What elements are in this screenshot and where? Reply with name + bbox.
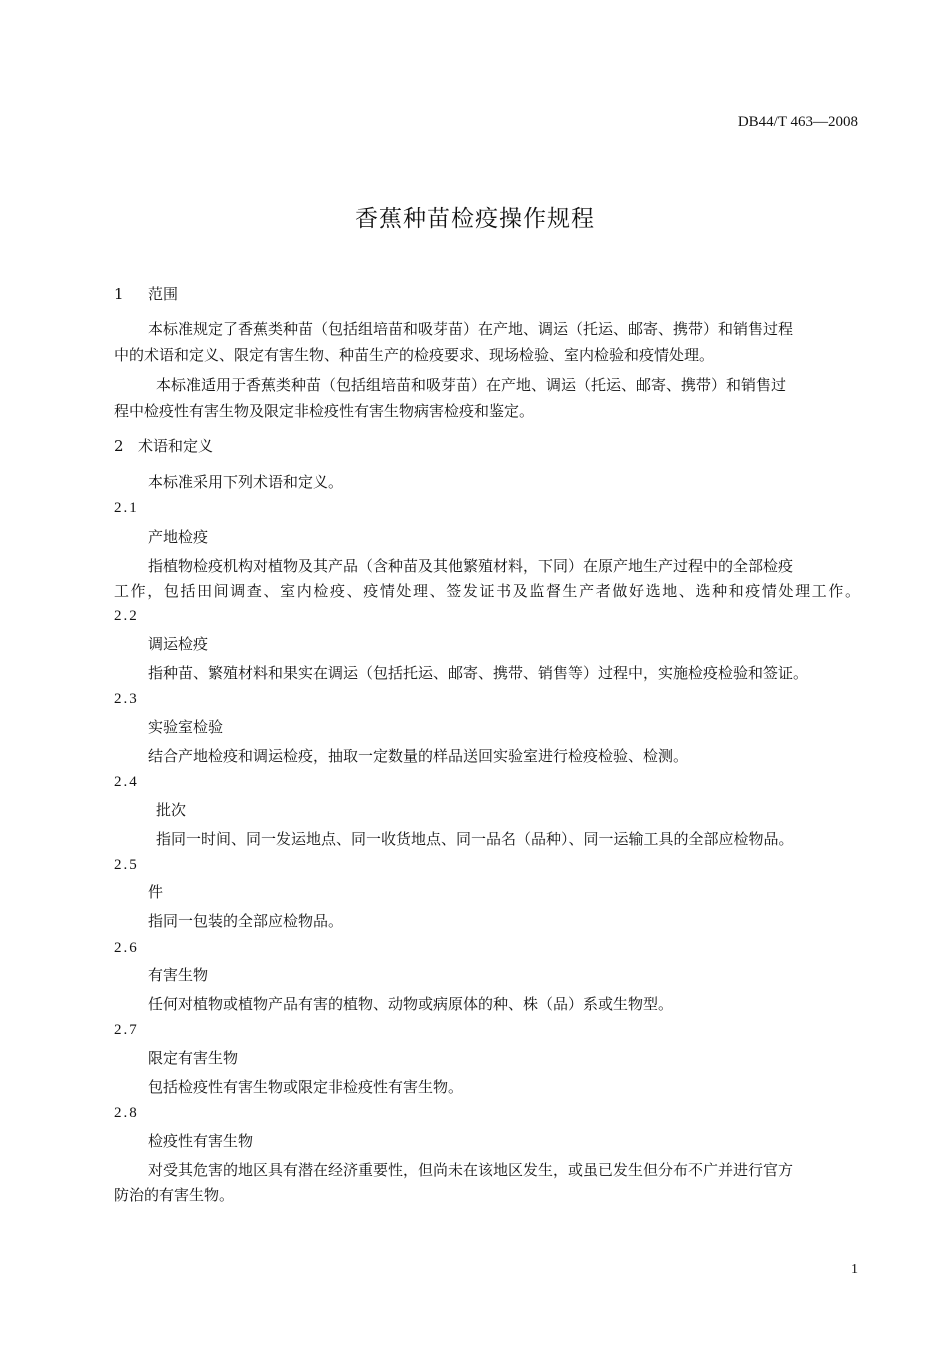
section-title: 术语和定义: [138, 437, 214, 455]
section-number: 2: [114, 437, 124, 455]
paragraph-line: 本标准适用于香蕉类种苗（包括组培苗和吸芽苗）在产地、调运（托运、邮寄、携带）和销售过: [156, 376, 787, 394]
term-definition: 指种苗、繁殖材料和果实在调运（包括托运、邮寄、携带、销售等）过程中，实施检疫检验和签证。: [148, 664, 809, 682]
section-number: 1: [114, 285, 124, 303]
term-name: 限定有害生物: [148, 1049, 239, 1067]
page-number: 1: [851, 1262, 858, 1277]
term-definition: 指同一时间、同一发运地点、同一收货地点、同一品名（品种）、同一运输工具的全部应检物品。: [156, 830, 794, 848]
term-number: 2.5: [114, 857, 139, 873]
section-1-heading: [114, 283, 178, 304]
document-title: 香蕉种苗检疫操作规程: [355, 206, 595, 232]
term-number: 2.3: [114, 691, 139, 707]
term-number: 2.8: [114, 1105, 139, 1121]
term-name: 件: [148, 883, 164, 901]
term-number: 2.2: [114, 608, 139, 624]
term-name: 批次: [156, 801, 187, 819]
term-definition: 防治的有害生物。: [114, 1186, 235, 1204]
section-title: 范围: [148, 285, 179, 303]
section-2-heading: [114, 435, 213, 456]
term-definition: 对受其危害的地区具有潜在经济重要性，但尚未在该地区发生，或虽已发生但分布不广并进行官方: [148, 1161, 794, 1179]
term-definition: 结合产地检疫和调运检疫，抽取一定数量的样品送回实验室进行检疫检验、检测。: [148, 747, 689, 765]
term-number: 2.4: [114, 774, 139, 790]
term-name: 实验室检验: [148, 718, 224, 736]
term-definition: 指植物检疫机构对植物及其产品（含种苗及其他繁殖材料，下同）在原产地生产过程中的全部检疫: [148, 557, 794, 575]
paragraph-line: 本标准规定了香蕉类种苗（包括组培苗和吸芽苗）在产地、调运（托运、邮寄、携带）和销售过程: [148, 320, 794, 338]
paragraph-line: 程中检疫性有害生物及限定非检疫性有害生物病害检疫和鉴定。: [114, 402, 535, 420]
term-number: 2.1: [114, 500, 139, 516]
section-intro: 本标准采用下列术语和定义。: [148, 473, 344, 491]
term-name: 检疫性有害生物: [148, 1132, 254, 1150]
term-name: 调运检疫: [148, 635, 209, 653]
term-number: 2.6: [114, 940, 139, 956]
term-definition: 指同一包装的全部应检物品。: [148, 912, 344, 930]
standard-number: DB44/T 463—2008: [737, 114, 858, 130]
paragraph-line: 中的术语和定义、限定有害生物、种苗生产的检疫要求、现场检验、室内检验和疫情处理。: [114, 346, 715, 364]
term-name: 产地检疫: [148, 528, 209, 546]
term-name: 有害生物: [148, 966, 209, 984]
term-number: 2.7: [114, 1022, 139, 1038]
term-definition: 工作，包括田间调查、室内检疫、疫情处理、签发证书及监督生产者做好选地、选种和疫情处理工作。: [114, 582, 860, 600]
term-definition: 任何对植物或植物产品有害的植物、动物或病原体的种、株（品）系或生物型。: [148, 995, 674, 1013]
term-definition: 包括检疫性有害生物或限定非检疫性有害生物。: [148, 1078, 464, 1096]
